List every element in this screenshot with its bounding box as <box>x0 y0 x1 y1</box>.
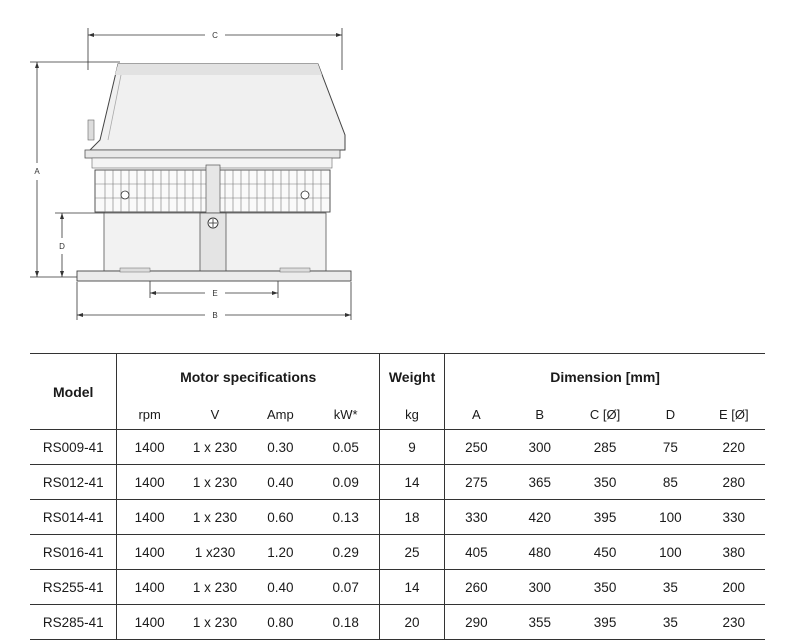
cell-e: 330 <box>703 500 765 535</box>
cell-kg: 20 <box>379 605 444 640</box>
cell-kg: 25 <box>379 535 444 570</box>
cell-d: 35 <box>638 605 702 640</box>
cell-amp: 0.40 <box>248 570 312 605</box>
cell-d: 85 <box>638 465 702 500</box>
cell-model: RS012-41 <box>30 465 117 500</box>
dim-label-e: E <box>212 289 218 298</box>
cell-a: 250 <box>445 430 508 465</box>
header-motor-specifications: Motor specifications <box>117 354 379 400</box>
dim-label-a: A <box>34 167 40 176</box>
cell-model: RS014-41 <box>30 500 117 535</box>
cell-d: 75 <box>638 430 702 465</box>
unit-d: D <box>638 399 702 430</box>
cell-kg: 14 <box>379 570 444 605</box>
cell-rpm: 1400 <box>117 605 182 640</box>
cell-e: 220 <box>703 430 765 465</box>
dim-label-d: D <box>59 242 65 251</box>
cell-a: 290 <box>445 605 508 640</box>
cell-a: 260 <box>445 570 508 605</box>
cell-b: 420 <box>508 500 572 535</box>
cell-amp: 0.80 <box>248 605 312 640</box>
cell-model: RS285-41 <box>30 605 117 640</box>
cell-e: 280 <box>703 465 765 500</box>
cell-kw: 0.09 <box>313 465 380 500</box>
cell-b: 365 <box>508 465 572 500</box>
cell-a: 330 <box>445 500 508 535</box>
cell-rpm: 1400 <box>117 570 182 605</box>
hood-rim <box>85 150 340 158</box>
unit-kg: kg <box>379 399 444 430</box>
table-row <box>30 535 765 570</box>
cell-kg: 18 <box>379 500 444 535</box>
table-row <box>30 570 765 605</box>
unit-a: A <box>445 399 508 430</box>
cell-rpm: 1400 <box>117 500 182 535</box>
cell-v: 1 x 230 <box>182 605 248 640</box>
cell-e: 230 <box>703 605 765 640</box>
base-plate <box>77 271 351 281</box>
dim-label-c: C <box>212 31 218 40</box>
spec-table <box>30 353 765 640</box>
cell-v: 1 x 230 <box>182 430 248 465</box>
unit-c: C [Ø] <box>572 399 638 430</box>
cell-amp: 1.20 <box>248 535 312 570</box>
unit-rpm: rpm <box>117 399 182 430</box>
cell-kw: 0.18 <box>313 605 380 640</box>
unit-kw: kW* <box>313 399 380 430</box>
table-row <box>30 430 765 465</box>
cell-rpm: 1400 <box>117 430 182 465</box>
cell-v: 1 x 230 <box>182 500 248 535</box>
cell-d: 100 <box>638 500 702 535</box>
cell-kw: 0.07 <box>313 570 380 605</box>
cell-rpm: 1400 <box>117 465 182 500</box>
cell-c: 395 <box>572 605 638 640</box>
cell-b: 300 <box>508 570 572 605</box>
unit-v: V <box>182 399 248 430</box>
cell-v: 1 x230 <box>182 535 248 570</box>
cell-kg: 14 <box>379 465 444 500</box>
header-model: Model <box>30 354 117 430</box>
cell-c: 450 <box>572 535 638 570</box>
table-row <box>30 500 765 535</box>
cell-model: RS016-41 <box>30 535 117 570</box>
cell-d: 35 <box>638 570 702 605</box>
cell-kw: 0.13 <box>313 500 380 535</box>
cell-c: 395 <box>572 500 638 535</box>
cell-kg: 9 <box>379 430 444 465</box>
header-dimension: Dimension [mm] <box>445 354 765 400</box>
cell-amp: 0.30 <box>248 430 312 465</box>
cell-amp: 0.60 <box>248 500 312 535</box>
table-row <box>30 465 765 500</box>
cell-a: 275 <box>445 465 508 500</box>
cell-kw: 0.29 <box>313 535 380 570</box>
cell-b: 355 <box>508 605 572 640</box>
dim-label-b: B <box>212 311 218 320</box>
fan-hood <box>90 64 345 150</box>
cell-kw: 0.05 <box>313 430 380 465</box>
cell-e: 380 <box>703 535 765 570</box>
cell-c: 350 <box>572 465 638 500</box>
cell-model: RS255-41 <box>30 570 117 605</box>
cell-v: 1 x 230 <box>182 570 248 605</box>
cell-b: 480 <box>508 535 572 570</box>
cell-a: 405 <box>445 535 508 570</box>
cell-rpm: 1400 <box>117 535 182 570</box>
cell-c: 285 <box>572 430 638 465</box>
header-weight: Weight <box>379 354 444 400</box>
cell-v: 1 x 230 <box>182 465 248 500</box>
cell-d: 100 <box>638 535 702 570</box>
cell-e: 200 <box>703 570 765 605</box>
cell-c: 350 <box>572 570 638 605</box>
unit-e: E [Ø] <box>703 399 765 430</box>
cell-amp: 0.40 <box>248 465 312 500</box>
cell-model: RS009-41 <box>30 430 117 465</box>
cell-b: 300 <box>508 430 572 465</box>
unit-amp: Amp <box>248 399 312 430</box>
table-row <box>30 605 765 640</box>
unit-b: B <box>508 399 572 430</box>
